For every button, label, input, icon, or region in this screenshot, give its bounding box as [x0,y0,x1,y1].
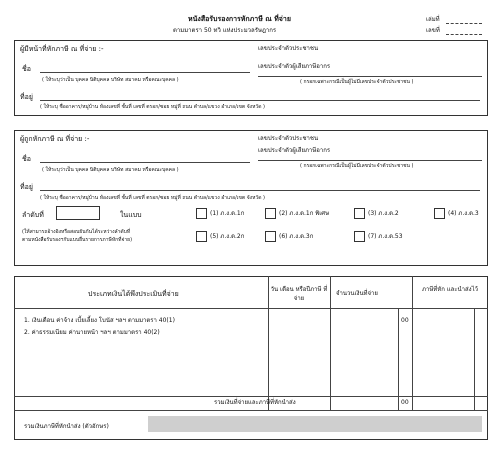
payer-name-hint: ( ให้ระบุว่าเป็น บุคคล นิติบุคคล บริษัท สมาคม หรือคณะบุคคล ) [42,77,179,83]
form-option-6-checkbox[interactable] [265,231,276,242]
form-option-2-checkbox[interactable] [265,208,276,219]
col-divider-3 [412,276,413,410]
total-row-top [14,396,488,397]
form-option-1-checkbox[interactable] [196,208,207,219]
payee-tax-id-label: เลขประจำตัวผู้เสียภาษีอากร [258,147,331,154]
payer-heading: ผู้มีหน้าที่หักภาษี ณ ที่จ่าย :- [20,45,104,53]
total-words-label: รวมเงินภาษีที่หักนำส่ง (ตัวอักษร) [24,423,109,430]
row-1-satang: 00 [401,317,409,324]
form-option-4-checkbox[interactable] [434,208,445,219]
payer-address-label: ที่อยู่ [20,93,33,101]
form-option-1-label: (1) ภ.ง.ด.1ก [210,210,245,217]
payer-address-field[interactable] [40,100,480,101]
form-option-7-checkbox[interactable] [354,231,365,242]
book-no-field[interactable] [446,23,482,24]
col-divider-2 [330,276,331,410]
col-header-type: ประเภทเงินได้พึงประเมินที่จ่าย [88,290,179,298]
form-option-6-label: (6) ภ.ง.ด.3ก [279,233,314,240]
payer-tax-id-label: เลขประจำตัวผู้เสียภาษีอากร [258,63,331,70]
table-row: 1. เงินเดือน ค่าจ้าง เบี้ยเลี้ยง โบนัส ฯลฯ ตามมาตรา 40(1) [24,317,175,324]
col-divider-2b [398,309,399,410]
payer-name-label: ชื่อ [22,65,31,73]
form-option-5-checkbox[interactable] [196,231,207,242]
form-option-2-label: (2) ภ.ง.ด.1ก พิเศษ [279,210,330,217]
total-satang: 00 [401,399,409,406]
payee-name-field[interactable] [40,162,250,163]
col-divider-1 [268,276,269,410]
book-no-label: เล่มที่ [426,16,440,23]
form-option-5-label: (5) ภ.ง.ด.2ก [210,233,245,240]
payer-tax-id-field[interactable] [258,76,482,77]
total-row-bottom [14,410,488,411]
col-divider-3b [474,309,475,410]
form-option-4-label: (4) ภ.ง.ด.3 [448,210,479,217]
seq-note-line-1: (ให้สามารถอ้างอิงหรือสอบยันกันได้ระหว่างลำดับที่ [22,229,131,235]
payee-id-label: เลขประจำตัวประชาชน [258,135,319,142]
col-header-tax: ภาษีที่หัก และนำส่งไว้ [422,286,478,293]
seq-note-line-2: ตามหนังสือรับรองฯกับแบบยื่นรายการภาษีหักที่จ่าย) [22,237,133,243]
col-header-date: วัน เดือน หรือปีภาษี ที่จ่าย [270,286,328,302]
form-option-7-label: (7) ภ.ง.ด.53 [368,233,403,240]
form-option-3-label: (3) ภ.ง.ด.2 [368,210,399,217]
payer-id-label: เลขประจำตัวประชาชน [258,45,319,52]
payer-name-field[interactable] [40,72,250,73]
payee-heading: ผู้ถูกหักภาษี ณ ที่จ่าย :- [20,135,90,143]
payee-address-label: ที่อยู่ [20,183,33,191]
form-title: หนังสือรับรองการหักภาษี ณ ที่จ่าย [188,15,291,23]
payee-tax-id-hint: ( กรอกเฉพาะกรณีเป็นผู้ไม่มีเลขประจำตัวประชาชน ) [300,163,414,169]
seq-input[interactable] [56,206,100,220]
payer-tax-id-hint: ( กรอกเฉพาะกรณีเป็นผู้ไม่มีเลขประจำตัวประชาชน ) [300,79,414,85]
payee-address-hint: ( ให้ระบุ ชื่ออาคาร/หมู่บ้าน ห้องเลขที่ ชั้นที่ เลขที่ ตรอก/ซอย หมู่ที่ ถนน ตำบล/แขวง อำเภอ/เขต จังหวัด ) [40,195,265,201]
doc-no-label: เลขที่ [426,27,440,34]
payee-name-hint: ( ให้ระบุว่าเป็น บุคคล นิติบุคคล บริษัท สมาคม หรือคณะบุคคล ) [42,167,179,173]
form-option-3-checkbox[interactable] [354,208,365,219]
payee-name-label: ชื่อ [22,155,31,163]
table-header-divider [14,308,488,309]
payee-tax-id-field[interactable] [258,160,482,161]
seq-label: ลำดับที่ [22,211,44,219]
total-label: รวมเงินที่จ่ายและภาษีที่หักนำส่ง [214,399,296,406]
table-row: 2. ค่าธรรมเนียม ค่านายหน้า ฯลฯ ตามมาตรา 40(2) [24,329,160,336]
payer-address-hint: ( ให้ระบุ ชื่ออาคาร/หมู่บ้าน ห้องเลขที่ ชั้นที่ เลขที่ ตรอก/ซอย หมู่ที่ ถนน ตำบล/แขวง อำเภอ/เขต จังหวัด ) [40,104,265,110]
col-header-amount: จำนวนเงินที่จ่าย [336,290,378,297]
form-subtitle: ตามมาตรา 50 ทวิ แห่งประมวลรัษฎากร [173,27,277,34]
total-words-field[interactable] [148,416,482,432]
form-label: ในแบบ [120,211,142,219]
doc-no-field[interactable] [446,34,482,35]
payee-address-field[interactable] [40,190,480,191]
